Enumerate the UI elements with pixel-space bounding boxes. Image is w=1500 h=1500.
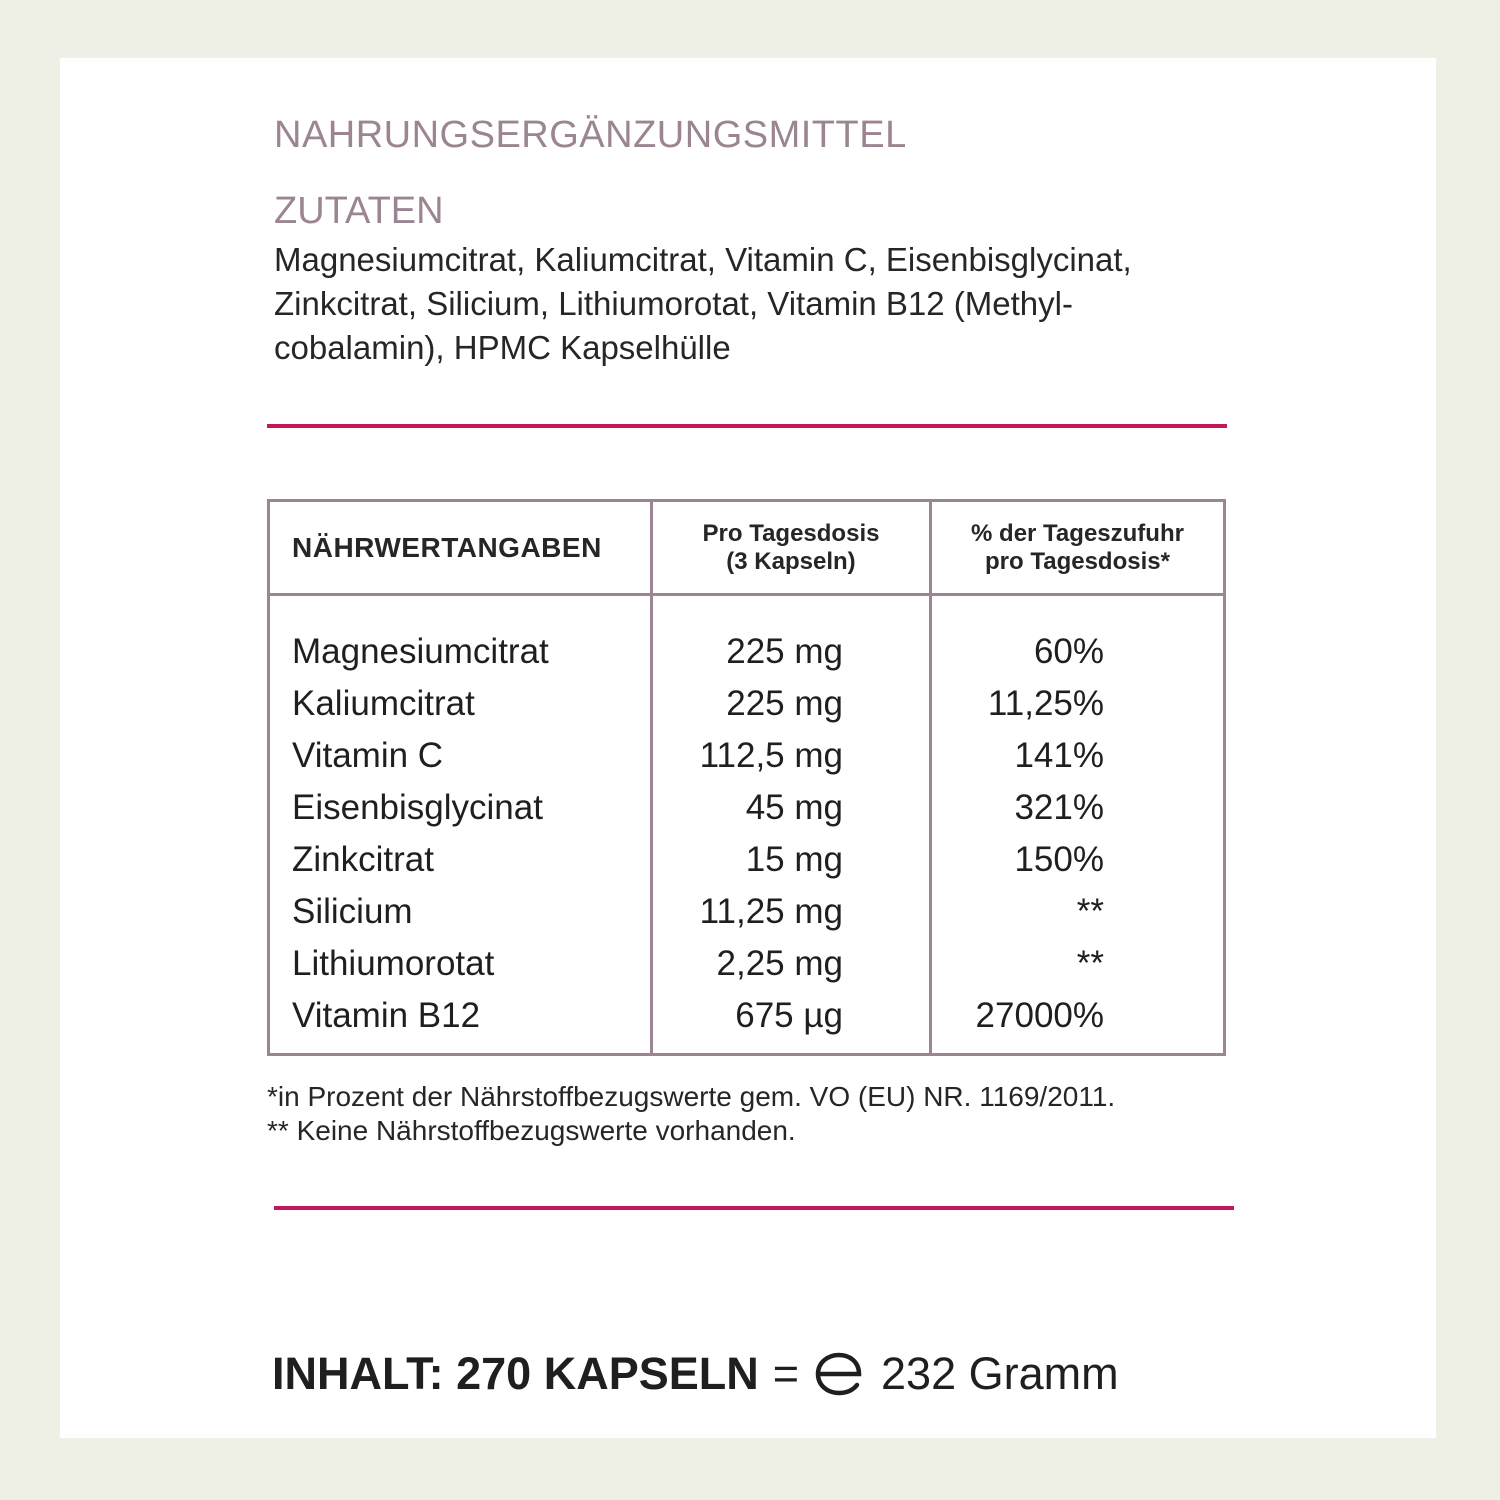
nutrient-dose: 2,25 mg [716,944,843,983]
nutrient-percent: ** [1076,892,1104,931]
table-header-divider [270,593,1223,596]
nutrient-dose: 112,5 mg [699,736,843,775]
nutrient-percent: ** [1076,944,1104,983]
nutrient-dose: 225 mg [726,684,843,723]
table-header-dose-line1: Pro Tagesdosis [702,519,880,547]
footnote-reference-values: *in Prozent der Nährstoffbezugswerte gem. VO (EU) NR. 1169/2011. [267,1081,1116,1112]
nutrient-percent: 60% [1033,632,1104,671]
divider-bottom [274,1206,1234,1210]
nutrient-name: Vitamin B12 [292,996,481,1035]
e-mark-icon [813,1352,865,1396]
table-row [270,728,1223,780]
nutrient-name: Kaliumcitrat [292,684,475,723]
footnote-no-values: ** Keine Nährstoffbezugswerte vorhanden. [267,1115,796,1146]
table-header-dose-line2: (3 Kapseln) [726,547,856,575]
product-category: NAHRUNGSERGÄNZUNGSMITTEL [274,114,907,156]
nutrient-name: Eisenbisglycinat [292,788,543,827]
nutrient-dose: 15 mg [745,840,843,879]
nutrient-percent: 27000% [975,996,1104,1035]
nutrient-name: Silicium [292,892,413,931]
nutrient-percent: 321% [1014,788,1104,827]
table-header-dose [653,502,929,593]
ingredients-title: ZUTATEN [274,190,444,232]
footnotes [267,1080,1247,1148]
nutrient-dose: 11,25 mg [699,892,843,931]
nutrient-percent: 141% [1014,736,1104,775]
table-row [270,832,1223,884]
table-header-percent-line2: pro Tagesdosis* [985,547,1170,575]
table-body [270,624,1223,1040]
table-row [270,624,1223,676]
table-header-percent-line1: % der Tageszufuhr [971,519,1184,547]
table-row [270,676,1223,728]
ingredients-text: Magnesiumcitrat, Kaliumcitrat, Vitamin C, Eisenbisglycinat, Zinkcitrat, Silicium, Lithiumorotat, Vitamin B12 (Methyl-cobalamin), HPMC Kapselhülle [274,241,1132,366]
nutrient-dose: 225 mg [726,632,843,671]
contents-label: INHALT: 270 KAPSELN [272,1348,759,1399]
nutrient-percent: 150% [1014,840,1104,879]
label-card [60,58,1436,1438]
nutrient-name: Magnesiumcitrat [292,632,549,671]
table-row [270,884,1223,936]
nutrient-dose: 45 mg [745,788,843,827]
nutrient-percent: 11,25% [987,684,1104,723]
nutrient-name: Lithiumorotat [292,944,495,983]
nutrition-table [267,499,1226,1056]
table-row [270,988,1223,1040]
table-header-nutrients: NÄHRWERTANGABEN [292,531,602,563]
equals-sign: = [772,1348,800,1399]
table-header-daily-percent [932,502,1223,593]
contents-weight: 232 Gramm [881,1348,1119,1399]
table-row [270,780,1223,832]
divider-top [267,424,1227,428]
contents-line [272,1348,1119,1400]
nutrient-name: Zinkcitrat [292,840,434,879]
nutrient-dose: 675 µg [735,996,843,1035]
nutrient-name: Vitamin C [292,736,444,775]
table-row [270,936,1223,988]
